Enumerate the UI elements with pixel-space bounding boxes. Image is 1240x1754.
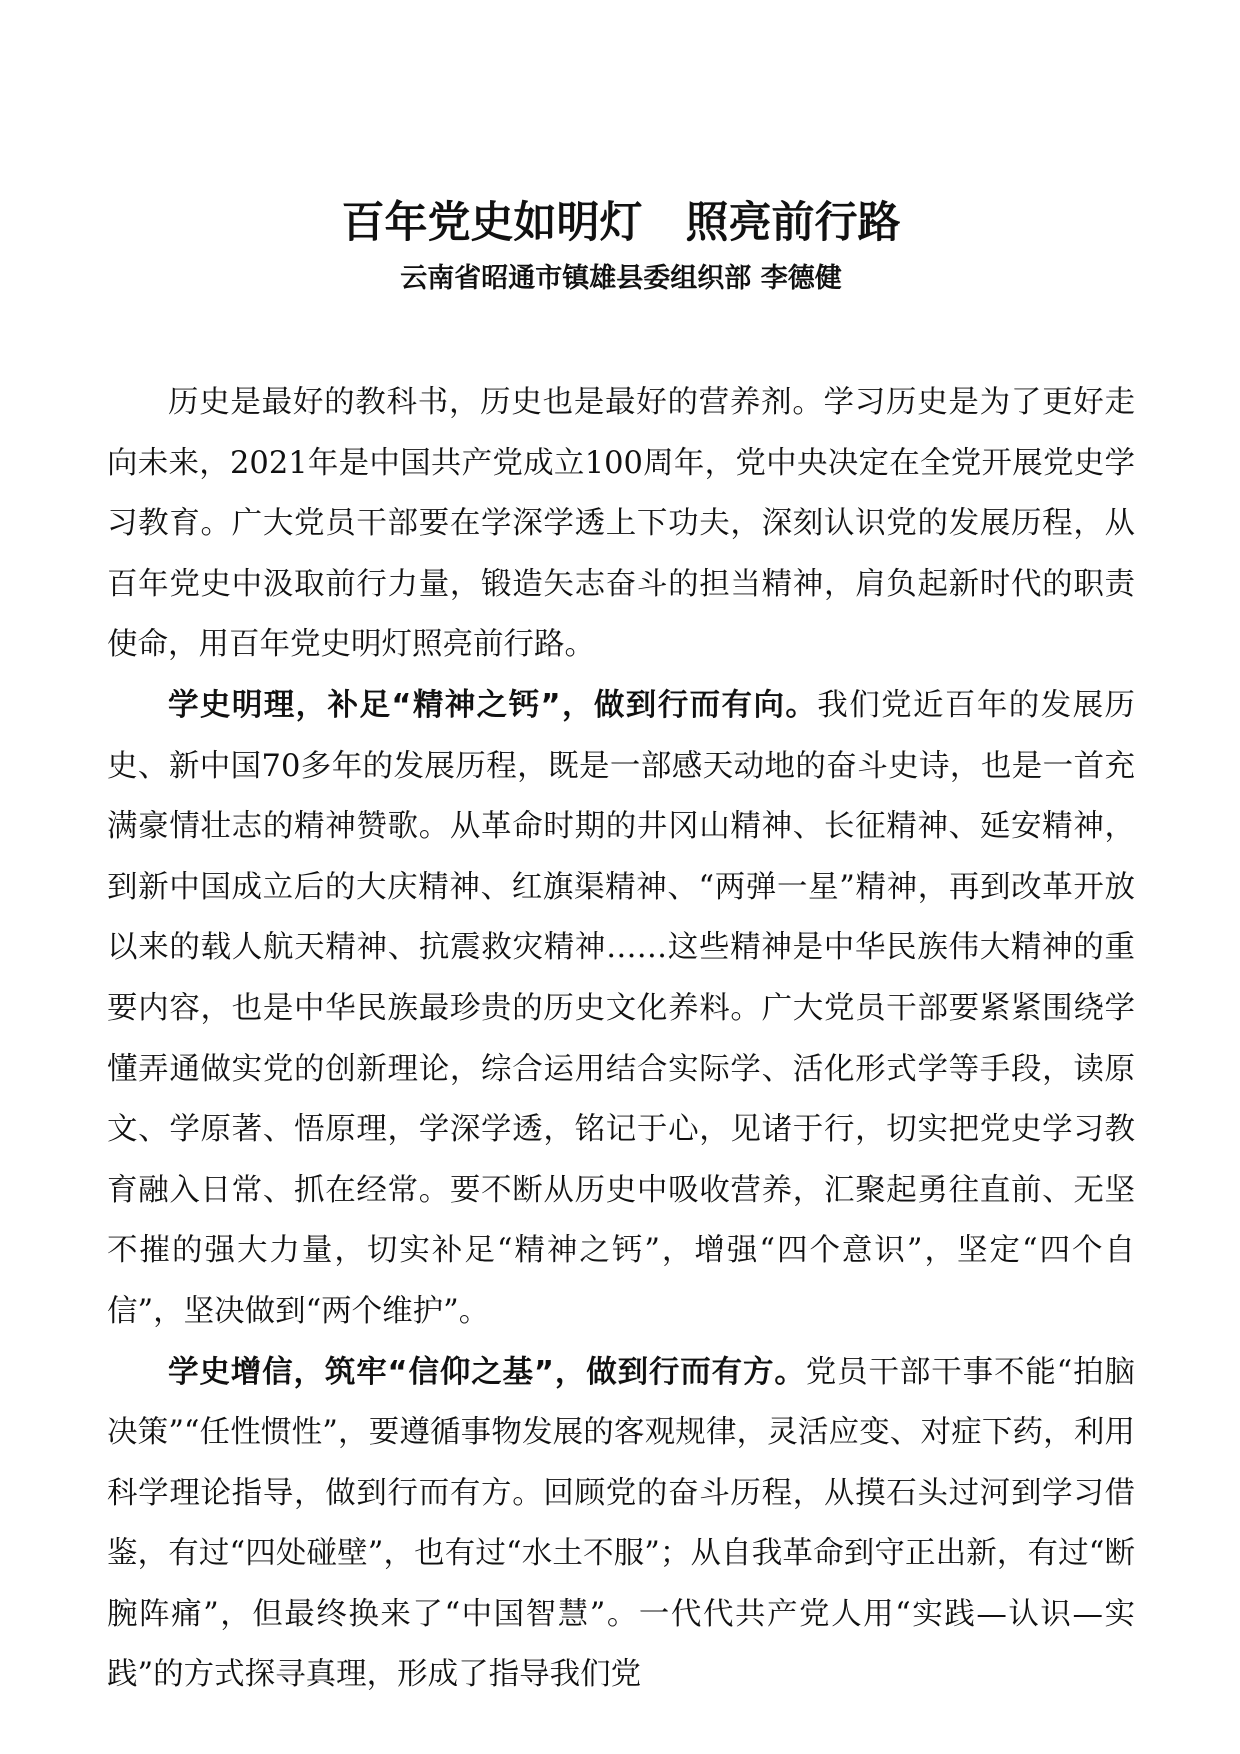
section-heading: 学史增信，筑牢“信仰之基”，做到行而有方。 [168,1354,806,1390]
document-title: 百年党史如明灯 照亮前行路 [341,198,901,248]
paragraph-text: 我们党近百年的发展历史、新中国70多年的发展历程，既是一部感天动地的奋斗史诗，也是一首充满豪情壮志的精神赞歌。从革命时期的井冈山精神、长征精神、延安精神，到新中国成立后的大庆精神、红旗渠精神、“两弹一星”精神，再到改革开放以来的载人航天精神、抗震救灾精神……这些精神是中华民族伟大精神的重要内容，也是中华民族最珍贵的历史文化养料。广大党员干部要紧紧围绕学懂弄通做实党的创新理论，综合运用结合实际学、活化形式学等手段，读原文、学原著、悟原理，学深学透，铭记于心，见诸于行，切实把党史学习教育融入日常、抓在经常。要不断从历史中吸收营养，汇聚起勇往直前、无坚不摧的强大力量，切实补足“精神之钙”，增强“四个意识”，坚定“四个自信”，坚决做到“两个维护”。 [107,687,1136,1329]
paragraph-text: 历史是最好的教科书，历史也是最好的营养剂。学习历史是为了更好走向未来，2021年是中国共产党成立100周年，党中央决定在全党开展党史学习教育。广大党员干部要在学深学透上下功夫，深刻认识党的发展历程，从百年党史中汲取前行力量，锻造矢志奋斗的担当精神，肩负起新时代的职责使命，用百年党史明灯照亮前行路。 [107,385,1135,663]
author-byline: 云南省昭通市镇雄县委组织部 李德健 [400,263,842,294]
paragraph-section-1 [107,676,1135,1343]
paragraph-section-2 [107,1343,1135,1707]
article-body [107,373,1135,1706]
paragraph-intro [107,373,1135,676]
paragraph-text: 党员干部干事不能“拍脑决策”“任性惯性”，要遵循事物发展的客观规律，灵活应变、对症下药，利用科学理论指导，做到行而有方。回顾党的奋斗历程，从摸石头过河到学习借鉴，有过“四处碰壁”，也有过“水土不服”；从自我革命到守正出新，有过“断腕阵痛”，但最终换来了“中国智慧”。一代代共产党人用“实践—认识—实践”的方式探寻真理，形成了指导我们党 [107,1354,1136,1693]
document-page [107,195,1135,1706]
section-heading: 学史明理，补足“精神之钙”，做到行而有向。 [168,687,818,723]
